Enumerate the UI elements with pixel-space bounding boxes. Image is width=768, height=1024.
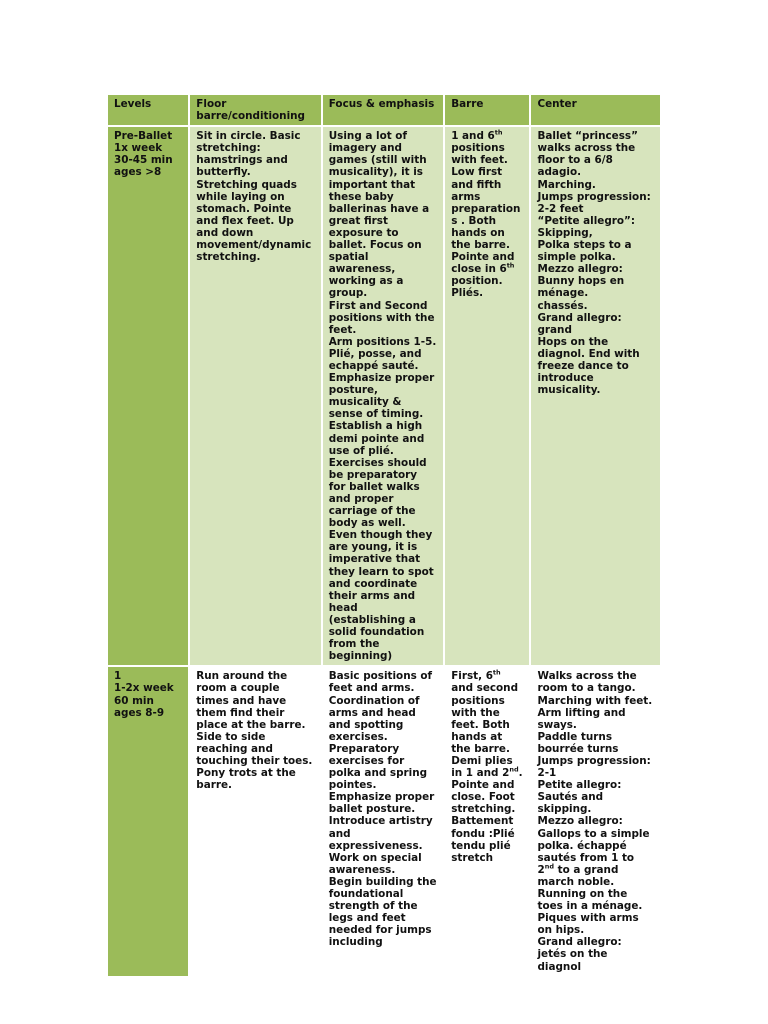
- center-cell: [531, 667, 660, 975]
- superscript: th: [506, 261, 515, 270]
- barre-text: positions with feet. Low first and fifth arms preparations . Both hands on the barre. Pointe and close in 6: [451, 142, 521, 276]
- header-floor-barre: Floor barre/conditioning: [190, 95, 320, 125]
- barre-text: position. Pliés.: [451, 275, 503, 300]
- header-levels: Levels: [108, 95, 188, 125]
- superscript: nd: [544, 862, 554, 871]
- barre-text: 1 and 6: [451, 130, 495, 143]
- floor-barre-cell: Sit in circle. Basic stretching: hamstrings and butterfly. Stretching quads while laying on stomach. Pointe and flex feet. Up and down movement/dynamic stretching.: [190, 127, 320, 665]
- center-text: to a grand march noble. Running on the toes in a ménage. Piques with arms on hips. Grand allegro: jetés on the diagnol: [537, 863, 643, 973]
- superscript: th: [492, 668, 501, 677]
- superscript: nd: [509, 765, 519, 774]
- ballet-curriculum-table: [106, 93, 662, 978]
- level-cell: Pre-Ballet 1x week 30-45 min ages >8: [108, 127, 188, 665]
- floor-barre-cell: Run around the room a couple times and have them find their place at the barre. Side to side reaching and touching their toes. Pony trots at the barre.: [196, 670, 313, 792]
- table-row: [108, 127, 660, 665]
- focus-cell: Using a lot of imagery and games (still with musicality), it is important that these baby ballerinas have a great first exposure to ballet. Focus on spatial awareness, working as a group. First and Second positions with the feet. Arm positions 1-5. Plié, posse, and echappé sauté. Emphasize proper posture, musicality & sense of timing. Establish a high demi pointe and use of plié. Exercises should be preparatory for ballet walks and proper carriage of the body as well. Even though they are young, it is imperative that they learn to spot and coordinate their arms and head (establishing a solid foundation from the beginning): [323, 127, 443, 665]
- barre-text: First, 6: [451, 670, 493, 683]
- level-cell: 1 1-2x week 60 min ages 8-9: [108, 667, 188, 975]
- header-center: Center: [531, 95, 660, 125]
- table-row: [108, 667, 660, 975]
- superscript: th: [494, 128, 503, 137]
- header-barre: Barre: [445, 95, 529, 125]
- center-cell: Ballet “princess” walks across the floor to a 6/8 adagio. Marching. Jumps progression: 2-2 feet “Petite allegro”: Skipping, Polka steps to a simple polka. Mezzo allegro: Bunny hops en ménage. chassés. Grand allegro: grand Hops on the diagnol. End with freeze dance to introduce musicality.: [531, 127, 660, 665]
- header-row: [108, 95, 660, 125]
- barre-text: . Pointe and close. Foot stretching. Battement fondu :Plié tendu plié stretch: [451, 767, 523, 864]
- focus-cell: Basic positions of feet and arms. Coordination of arms and head and spotting exercises. Preparatory exercises for polka and spring pointes. Emphasize proper ballet posture. Introduce artistry and expressiveness. Work on special awareness. Begin building the foundational strength of the legs and feet needed for jumps including: [328, 670, 437, 949]
- barre-cell: [445, 667, 529, 975]
- barre-text: and second positions with the feet. Both hands at the barre. Demi plies in 1 and 2: [451, 682, 519, 780]
- header-focus-emphasis: Focus & emphasis: [323, 95, 443, 125]
- center-text: Walks across the room to a tango. Marching with feet. Arm lifting and sways. Paddle turns bourrée turns Jumps progression: 2-1 Petite allegro: Sautés and skipping. Mezzo allegro: Gallops to a simple polka. échappé sautés from 1 to 2: [537, 670, 653, 876]
- barre-cell: [445, 127, 529, 665]
